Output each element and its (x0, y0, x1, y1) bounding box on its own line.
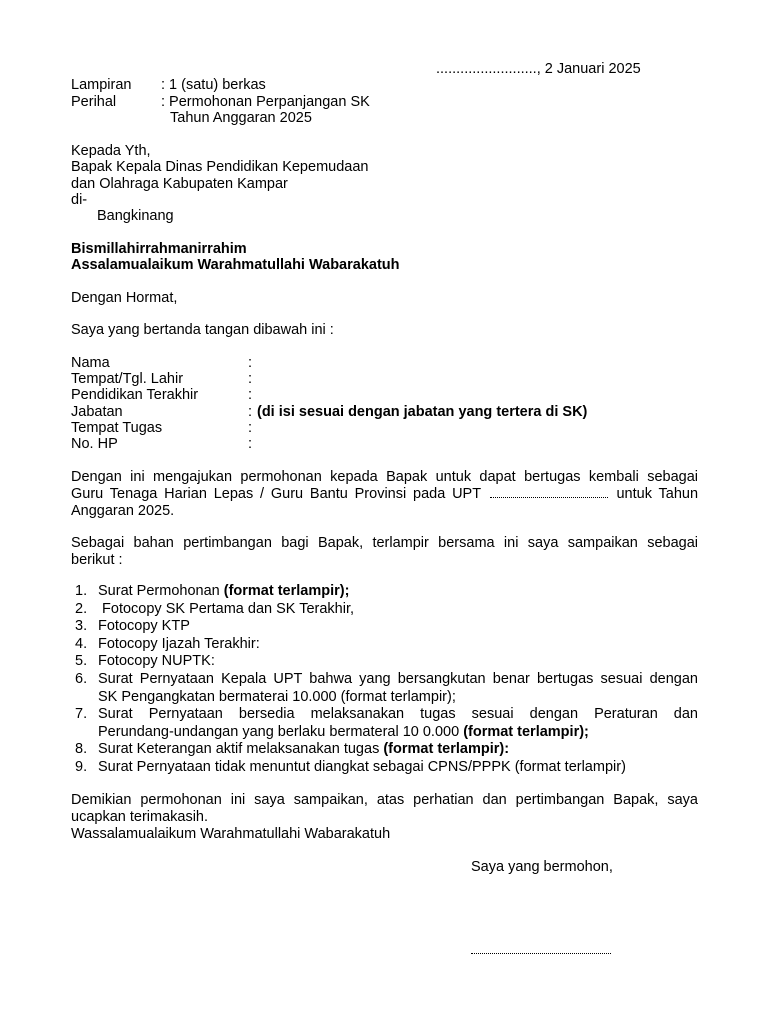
list-item-line-text: Surat Keterangan aktif melaksanakan tugas (98, 741, 384, 758)
field-label-jabatan: Jabatan (71, 404, 123, 420)
field-colon-nama: : (248, 355, 253, 371)
list-item (71, 653, 698, 671)
list-item-line-text: Fotocopy NUPTK: (98, 653, 215, 670)
paragraph-request-line-2 (71, 486, 698, 503)
intro-text: Saya yang bertanda tangan dibawah ini : (71, 322, 334, 338)
list-item-text (98, 636, 698, 654)
list-item-text (98, 671, 698, 706)
closing-line-2: ucapkan terimakasih. (71, 809, 209, 825)
field-label-pendidikan: Pendidikan Terakhir (71, 387, 199, 403)
list-item-number: 6. (75, 670, 88, 687)
field-colon-tempat-tugas: : (248, 420, 253, 436)
salutation: Dengan Hormat, (71, 290, 178, 306)
signature-line (471, 951, 611, 954)
date-line: ........................., 2 Januari 2025 (436, 61, 641, 77)
list-item-line (98, 759, 698, 777)
perihal-value-cont: Tahun Anggaran 2025 (170, 110, 312, 126)
list-item-line (98, 741, 698, 759)
paragraph-request-line-2a: Guru Tenaga Harian Lepas / Guru Bantu Provinsi pada UPT (71, 486, 481, 502)
field-label-tempat-tugas: Tempat Tugas (71, 420, 163, 436)
list-item-line-bold: (format terlampir); (463, 723, 589, 740)
field-colon-hp: : (248, 436, 253, 452)
list-item-line (98, 671, 698, 689)
salam: Assalamualaikum Warahmatullahi Wabarakatuh (71, 257, 400, 273)
list-item-line (98, 689, 698, 707)
field-label-ttl: Tempat/Tgl. Lahir (71, 371, 184, 387)
list-item-text (98, 706, 698, 741)
paragraph-request-line-1: Dengan ini mengajukan permohonan kepada Bapak untuk dapat bertugas kembali sebagai (71, 469, 698, 485)
perihal-label: Perihal (71, 94, 117, 110)
paragraph-consideration-line-1: Sebagai bahan pertimbangan bagi Bapak, terlampir bersama ini saya sampaikan sebagai (71, 535, 698, 551)
list-item-line (98, 636, 698, 654)
list-item-number: 3. (75, 618, 88, 635)
field-note-jabatan: (di isi sesuai dengan jabatan yang tertera di SK) (257, 404, 588, 420)
paragraph-request-line-2b: untuk Tahun (616, 486, 699, 502)
list-item-line-text: Fotocopy Ijazah Terakhir: (98, 635, 260, 652)
list-item (71, 618, 698, 636)
list-item-line-bold: (format terlampir): (383, 741, 510, 758)
list-item-line (98, 601, 698, 619)
list-item-text (98, 759, 698, 777)
signature-label: Saya yang bermohon, (471, 859, 613, 875)
list-item-line-text: Perundang-undangan yang berlaku bermateral 10 0.000 (98, 723, 464, 740)
list-item-line (98, 724, 698, 742)
list-item-number: 7. (75, 706, 88, 723)
list-item-number: 5. (75, 653, 88, 670)
recipient-line-1: Kepada Yth, (71, 143, 151, 159)
closing-paragraph (71, 792, 698, 826)
attachment-list (71, 583, 698, 777)
upt-blank (490, 487, 608, 498)
list-item-text (98, 741, 698, 759)
list-item-line (98, 706, 698, 724)
lampiran-value: : 1 (satu) berkas (161, 77, 266, 93)
list-item-line-text: Surat Pernyataan Kepala UPT bahwa yang bersangkutan benar bertugas sesuai dengan (98, 670, 698, 687)
bismillah: Bismillahirrahmanirrahim (71, 241, 247, 257)
list-item-number: 8. (75, 741, 88, 758)
list-item (71, 741, 698, 759)
closing-salam: Wassalamualaikum Warahmatullahi Wabarakatuh (71, 826, 391, 842)
list-item (71, 671, 698, 706)
list-item-number: 2. (75, 600, 88, 617)
paragraph-request (71, 469, 698, 520)
list-item (71, 601, 698, 619)
list-item-line-text: Surat Pernyataan bersedia melaksanakan tugas sesuai dengan Peraturan dan (98, 706, 698, 723)
recipient-city: Bangkinang (97, 208, 174, 224)
recipient-line-2: Bapak Kepala Dinas Pendidikan Kepemudaan (71, 159, 369, 175)
list-item (71, 583, 698, 601)
closing-line-1: Demikian permohonan ini saya sampaikan, atas perhatian dan pertimbangan Bapak, saya (71, 792, 698, 808)
list-item-line-text: Fotocopy KTP (98, 618, 190, 635)
list-item-text (98, 583, 698, 601)
list-item-text (98, 618, 698, 636)
list-item (71, 759, 698, 777)
list-item-text (98, 653, 698, 671)
list-item (71, 706, 698, 741)
lampiran-label: Lampiran (71, 77, 132, 93)
list-item-line-text: Surat Pernyataan tidak menuntut diangkat sebagai CPNS/PPPK (format terlampir) (98, 758, 626, 775)
list-item-text (98, 601, 698, 619)
field-label-nama: Nama (71, 355, 110, 371)
list-item-line-text: SK Pengangkatan bermaterai 10.000 (format terlampir); (98, 688, 456, 705)
list-item-number: 4. (75, 635, 88, 652)
field-colon-jabatan: : (248, 404, 253, 420)
list-item-number: 9. (75, 758, 88, 775)
list-item-number: 1. (75, 583, 88, 599)
recipient-line-3: dan Olahraga Kabupaten Kampar (71, 176, 288, 192)
field-label-hp: No. HP (71, 436, 118, 452)
list-item-line (98, 583, 698, 601)
recipient-line-4: di- (71, 192, 88, 208)
list-item-line-text: Fotocopy SK Pertama dan SK Terakhir, (98, 600, 355, 617)
list-item (71, 636, 698, 654)
list-item-line-bold: (format terlampir); (223, 583, 350, 599)
paragraph-consideration (71, 535, 698, 569)
list-item-line (98, 618, 698, 636)
field-colon-pendidikan: : (248, 387, 253, 403)
list-item-line (98, 653, 698, 671)
perihal-value: : Permohonan Perpanjangan SK (161, 94, 370, 110)
list-item-line-text: Surat Permohonan (98, 583, 224, 599)
field-colon-ttl: : (248, 371, 253, 387)
paragraph-consideration-line-2: berikut : (71, 552, 123, 568)
paragraph-request-line-3: Anggaran 2025. (71, 503, 175, 519)
